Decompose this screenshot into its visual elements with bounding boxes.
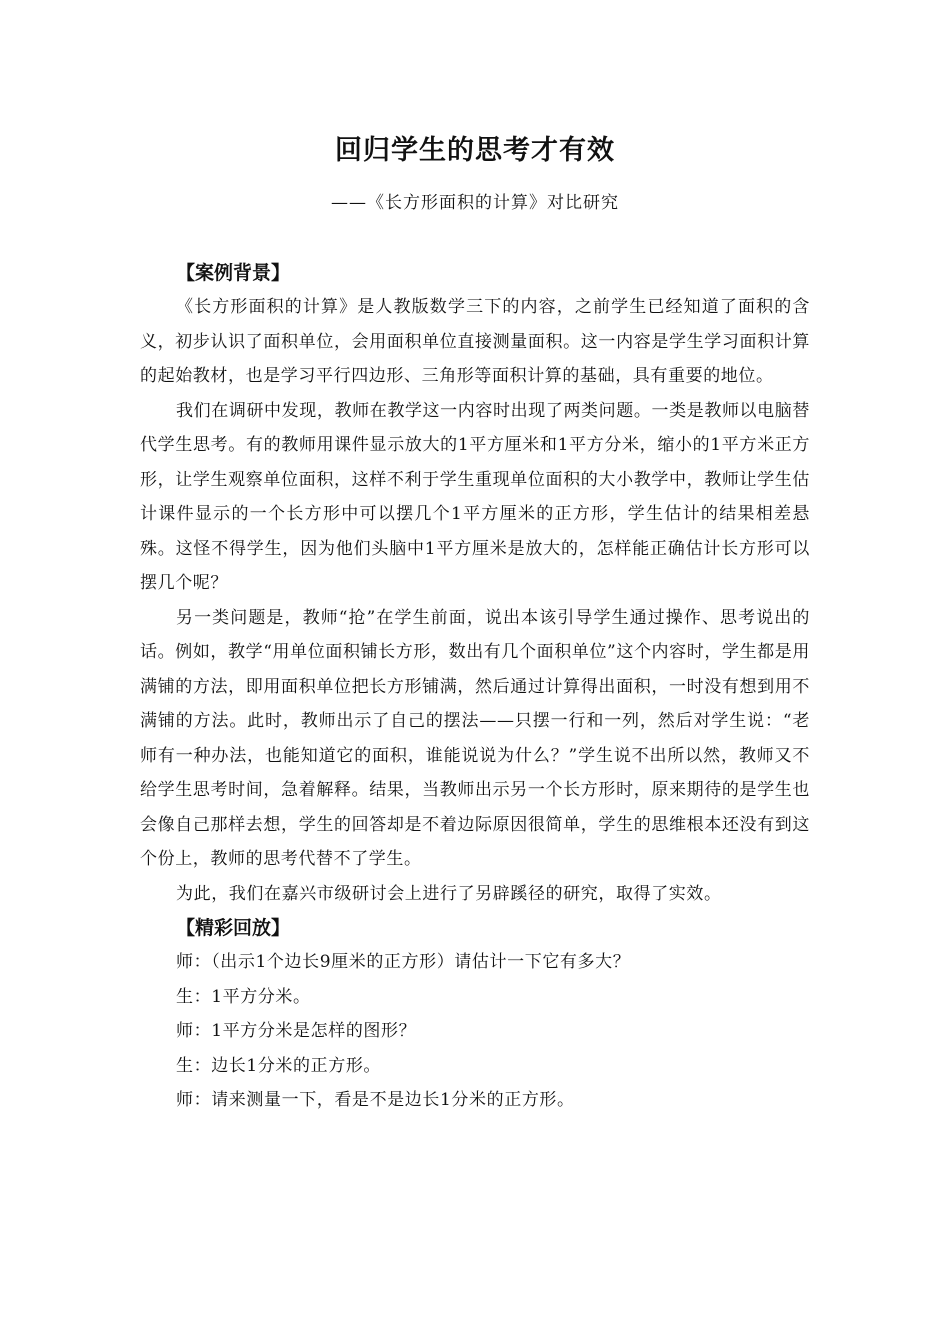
paragraph: 为此，我们在嘉兴市级研讨会上进行了另辟蹊径的研究，取得了实效。 (176, 883, 722, 904)
document-title: 回归学生的思考才有效 (335, 135, 615, 166)
paragraph: 《长方形面积的计算》是人教版数学三下的内容，之前学生已经知道了面积的含义，初步认识了面积单位，会用面积单位直接测量面积。这一内容是学生学习面积计算的起始教材，也是学习平行四边形、三角形等面积计算的基础，具有重要的地位。 (140, 297, 810, 386)
dialogue-line: 师：请来测量一下，看是不是边长1分米的正方形。 (176, 1090, 575, 1110)
dialogue-line: 生：边长1分米的正方形。 (176, 1055, 382, 1076)
dialogue-line: 师：（出示1个边长9厘米的正方形）请估计一下它有多大？ (176, 952, 631, 972)
paragraph: 我们在调研中发现，教师在教学这一内容时出现了两类问题。一类是教师以电脑替代学生思考。有的教师用课件显示放大的1平方厘米和1平方分米，缩小的1平方米正方形，让学生观察单位面积，这样不利于学生重现单位面积的大小教学中，教师让学生估计课件显示的一个长方形中可以摆几个1平方厘米的正方形，学生估计的结果相差悬殊。这怪不得学生，因为他们头脑中1平方厘米是放大的，怎样能正确估计长方形可以摆几个呢？ (140, 400, 810, 593)
section-heading-replay: 【精彩回放】 (176, 917, 291, 939)
paragraph: 另一类问题是，教师“抢”在学生前面，说出本该引导学生通过操作、思考说出的话。例如，教学“用单位面积铺长方形，数出有几个面积单位”这个内容时，学生都是用满铺的方法，即用面积单位把长方形铺满，然后通过计算得出面积，一时没有想到用不满铺的方法。此时，教师出示了自己的摆法——只摆一行和一列，然后对学生说：“老师有一种办法，也能知道它的面积，谁能说说为什么？”学生说不出所以然，教师又不给学生思考时间，急着解释。结果，当教师出示另一个长方形时，原来期待的是学生也会像自己那样去想，学生的回答却是不着边际原因很简单，学生的思维根本还没有到这个份上，教师的思考代替不了学生。 (140, 607, 810, 869)
dialogue-line: 生：1平方分米。 (176, 986, 311, 1007)
document-body (140, 256, 810, 1118)
document-subtitle: ——《长方形面积的计算》对比研究 (331, 193, 619, 213)
section-heading-background: 【案例背景】 (176, 262, 291, 284)
dialogue-line: 师：1平方分米是怎样的图形？ (176, 1021, 417, 1041)
